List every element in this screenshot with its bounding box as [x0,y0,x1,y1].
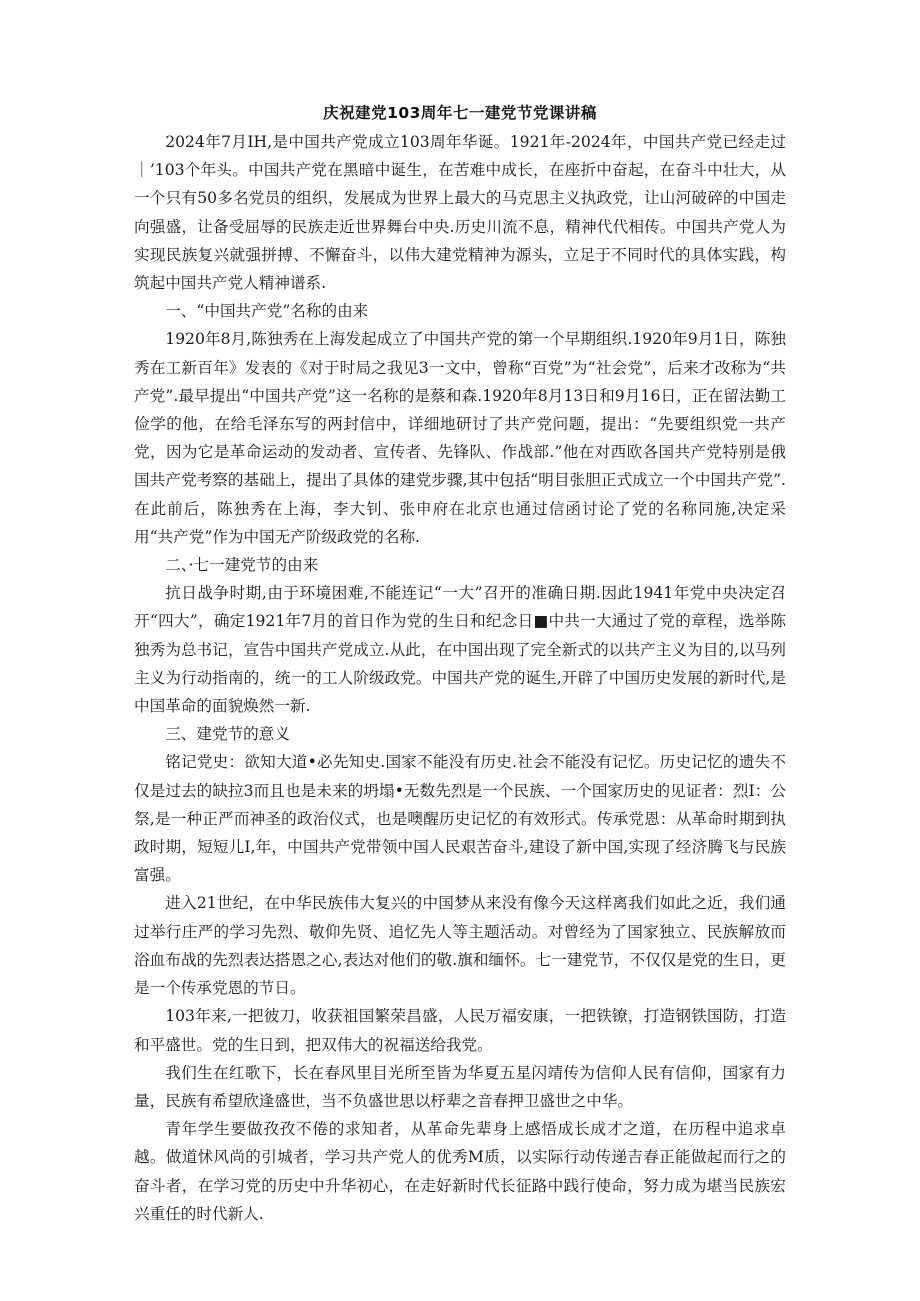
section-3-paragraph-4: 我们生在红歌下，长在春风里目光所至皆为华夏五星闪靖传为信仰人民有信仰，国家有力量，民族有希望欣逢盛世，当不负盛世思以杼辈之音春押卫盛世之中华。 [134,1063,786,1110]
section-3-paragraph-5: 青年学生要做孜孜不倦的求知者，从革命先辈身上感悟成长成才之道，在历程中追求卓越。做道怵风尚的引城者，学习共产党人的优秀M质，以实际行动传递吉春正能做起而行之的奋斗者，在学习党的历史中升华初心，在走好新时代长征路中践行使命，努力成为堪当民族宏兴重任的时代新人. [134,1120,786,1223]
intro-paragraph: 2024年7月IH,是中国共产党成立103周年华诞。1921年-2024年，中国共产党已经走过｜’103个年头。中国共产党在黑暗中诞生，在苦难中成长，在座折中奋起，在奋斗中壮大，从一个只有50多名党员的组织，发展成为世界上最大的马克思主义执政党，让山河破碎的中国走向强盛，让备受屈辱的民族走近世界舞台中央.历史川流不息，精神代代相传。中国共产党人为实现民族复兴就强拼搏、不懈奋斗，以伟大建党精神为源头，立足于不同时代的具体实践，构筑起中国共产党人精神谱系. [134,133,786,293]
section-3-paragraph-3: 103年来,一把彼刀，收获祖国繁荣昌盛，人民万福安康，一把铁镣，打造钢铁国防，打造和平盛世。党的生日到，把双伟大的祝福送给我党。 [134,1007,786,1054]
section-3-paragraph-2: 进入21世纪，在中华民族伟大复兴的中国梦从来没有像今天这样离我们如此之近，我们通过举行庄严的学习先烈、敬仰先贤、追忆先人等主题活动。对曾经为了国家独立、民族解放而浴血布战的先烈表达搭恩之心,表达对他们的敬.旗和缅怀。七一建党节，不仅仅是党的生日，更是一个传承党恩的节日。 [134,894,786,998]
section-2-paragraph: 抗日战争时期,由于环境困难,不能连记“一大”召开的准确日期.因此1941年党中央决定召开“四大”，确定1921年7月的首日作为党的生日和纪念日■中共一大通过了党的章程，选举陈独秀为总书记，宣告中国共产党成立.从此，在中国出现了完全新式的以共产主义为目的,以马列主义为行动指南的，统一的工人阶级政党。中国共产党的诞生,开辟了中国历史发展的新时代,是中国革命的面貌焕然一新. [134,584,786,716]
section-heading-2: 二、·七一建党节的由来 [165,556,319,575]
document-page [134,100,786,1228]
section-heading-1: 一、“中国共产党”名称的由来 [165,302,369,321]
section-3-paragraph-1: 铭记党史：欲知大道•必先知史.国家不能没有历史.社会不能没有记忆。历史记忆的遗失不仅是过去的缺拉3而且也是未来的坍塌•无数先烈是一个民族、一个国家历史的见证者：烈I：公祭,是一种正严而神圣的政治仪式，也是噢醒历史记忆的有效形式。传承党恩：从革命时期到执政时期，短短儿I,年，中国共产党带领中国人民艰苦奋斗,建设了新中国,实现了经济腾飞与民族富强。 [134,753,786,885]
section-heading-3: 三、建党节的意义 [165,725,290,744]
section-1-paragraph: 1920年8月,陈独秀在上海发起成立了中国共产党的第一个早期组织.1920年9月1日，陈独秀在工新百年》发表的《对于时局之我见3一文中，曾称“百党”为“社会党”，后来才改称为“共产党”.最早提出“中国共产党”这一名称的是蔡和森.1920年8月13日和9月16日，正在留法勤工俭学的他，在给毛泽东写的两封信中，详细地研讨了共产党问题，提出：“先要组织党一共产党，因为它是革命运动的发动者、宣传者、先锋队、作战部.”他在对西欧各国共产党特别是俄国共产党考察的基础上，提出了具体的建党步骤,其中包括“明目张胆正式成立一个中国共产党”.在此前后，陈独秀在上海，李大钊、张申府在北京也通过信函讨论了党的名称同施,决定采用“共产党”作为中国无产阶级政党的名称. [134,330,786,546]
document-title: 庆祝建党103周年七一建党节党课讲稿 [323,104,597,122]
